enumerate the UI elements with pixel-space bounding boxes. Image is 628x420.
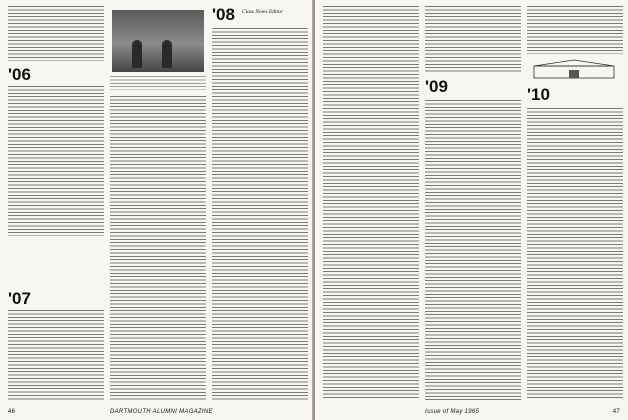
text-block — [110, 96, 206, 400]
class-year-heading: '06 — [8, 65, 31, 84]
left-column-2 — [110, 6, 206, 400]
text-block — [527, 108, 623, 400]
text-block — [425, 100, 521, 400]
section-subtitle: Class Notes Editor — [242, 9, 283, 15]
right-column-3 — [527, 6, 623, 400]
class-year-heading: '09 — [425, 77, 448, 96]
text-block — [8, 86, 104, 236]
page-number: 47 — [612, 409, 620, 415]
text-block — [8, 6, 104, 61]
text-block — [212, 28, 308, 400]
right-column-1 — [323, 6, 419, 400]
text-block — [8, 310, 104, 400]
building-sketch — [529, 58, 619, 80]
photo-caption — [110, 76, 206, 90]
issue-line: Issue of May 1965 — [425, 409, 480, 415]
photo — [112, 10, 204, 72]
text-block — [425, 6, 521, 74]
left-column-3 — [212, 6, 308, 400]
running-head: DARTMOUTH ALUMNI MAGAZINE — [110, 409, 213, 415]
left-column-1 — [8, 6, 104, 400]
class-year-heading: '07 — [8, 289, 31, 308]
right-column-2 — [425, 6, 521, 400]
text-block — [527, 6, 623, 54]
text-block — [323, 6, 419, 400]
right-page — [315, 0, 628, 420]
left-page — [0, 0, 313, 420]
page-number: 46 — [8, 409, 16, 415]
class-year-heading: '08 — [212, 6, 235, 24]
class-year-heading: '10 — [527, 85, 550, 104]
